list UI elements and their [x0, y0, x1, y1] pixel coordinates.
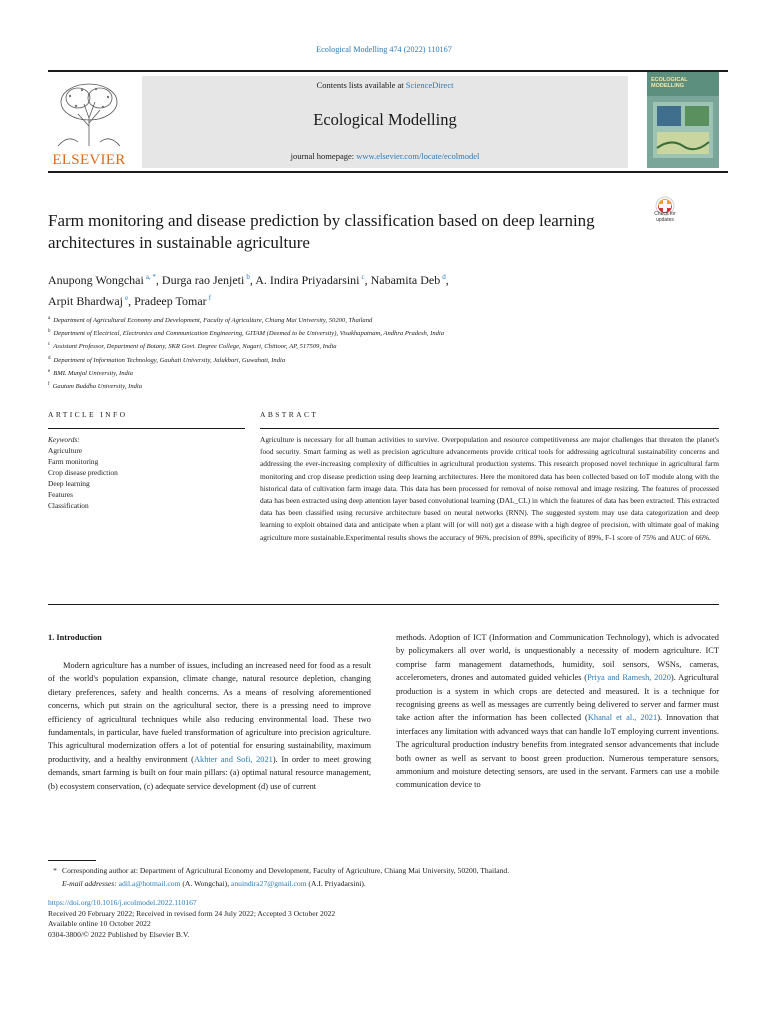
- author-name[interactable]: Anupong Wongchai: [48, 273, 144, 287]
- keywords-block: [48, 434, 248, 511]
- author-separator: ,: [128, 294, 135, 308]
- corresponding-text: Corresponding author at: Department of Agricultural Economy and Development, Faculty of Agriculture, Chiang Mai University, 50200, Thailand.: [62, 866, 510, 875]
- keyword-item: Features: [48, 490, 74, 499]
- abstract-bottom-rule: [48, 604, 719, 605]
- footnote-rule: [48, 860, 96, 861]
- available-online: Available online 10 October 2022: [48, 919, 151, 928]
- journal-masthead: [142, 76, 628, 168]
- author-separator: ,: [155, 273, 162, 287]
- publication-info: [48, 898, 548, 940]
- author-affiliation-marks[interactable]: a, *: [145, 273, 156, 281]
- author-affiliation-marks[interactable]: b: [246, 273, 250, 281]
- body-text: Modern agriculture has a number of issues, including an increased need for food as a result of the world's population expansion, climate change, natural resource depletion, changing dietary preferences, safety and health concerns. As a means of resolving aforementioned concerns, which put strain on the agricultural sector, there is a pressing need to improve efficiency of agricultural techniques while also reducing environmental load. These two fundamentals, in particular, have fueled transformation of agriculture into precision agriculture. This agricultural modernization offers a lot of potential for ensuring sustainability, maximum productivity, and a healthy environment (: [48, 661, 371, 764]
- author-separator: ,: [364, 273, 371, 287]
- body-text: methods. Adoption of ICT (Information and Communication Technology), which is advocated by policymakers all over world, is unquestionably a necessity of modern agriculture. ICT comprise farm management datamethods, humidity, soil sensors, WSNs, cameras, accelerometers, drones and automated guided vehicles (: [396, 633, 719, 683]
- copyright-line: 0304-3800/© 2022 Published by Elsevier B.V.: [48, 929, 190, 939]
- author-separator: ,: [249, 273, 256, 287]
- abstract-rule: [260, 428, 719, 429]
- affiliation-mark: e: [48, 368, 51, 374]
- cover-title: ECOLOGICAL MODELLING: [651, 77, 688, 89]
- citation-link[interactable]: Khanal et al., 2021: [587, 713, 658, 723]
- author-name[interactable]: Durga rao Jenjeti: [161, 273, 245, 287]
- author-list: [48, 268, 688, 310]
- author-name[interactable]: Nabamita Deb: [370, 273, 441, 287]
- contents-prefix: Contents lists available at: [316, 80, 406, 90]
- body-column-left: [48, 659, 371, 793]
- author-name[interactable]: A. Indira Priyadarsini: [255, 273, 360, 287]
- article-info-rule: [48, 428, 245, 429]
- corresponding-line: [48, 864, 728, 877]
- homepage-prefix: journal homepage:: [290, 151, 357, 161]
- affiliation-list: [48, 313, 708, 392]
- sciencedirect-link[interactable]: ScienceDirect: [405, 80, 454, 90]
- citation-link[interactable]: Priya and Ramesh, 2020: [587, 673, 671, 683]
- affiliation-item: [48, 326, 708, 339]
- affiliation-text: Department of Electrical, Electronics and Communication Engineering, GITAM (Deemed to be University), Visakhapatnam, Andhra Pradesh, India: [53, 330, 445, 338]
- author-affiliation-marks[interactable]: c: [361, 273, 365, 281]
- email-label: E-mail addresses:: [62, 879, 117, 888]
- author-affiliation-marks[interactable]: e: [124, 294, 129, 302]
- crossmark-label[interactable]: Check for updates: [654, 211, 676, 223]
- contents-line: [142, 80, 628, 90]
- author-affiliation-marks[interactable]: f: [208, 294, 212, 302]
- header-bottom-rule: [48, 171, 728, 173]
- keyword-list: [48, 445, 248, 511]
- article-info-heading: ARTICLE INFO: [48, 410, 128, 419]
- affiliation-item: [48, 313, 708, 326]
- body-column-right: [396, 631, 719, 792]
- keyword-item: Farm monitoring: [48, 457, 99, 466]
- abstract-heading: ABSTRACT: [260, 410, 319, 419]
- abstract-text: Agriculture is necessary for all human activities to survive. Overpopulation and resource competitiveness are major challenges that threaten the planet's food security. Smart farming as well as precision agriculture advancements provide critical tools for addressing agricultural sustainability concerns and addressing the ever-increasing complexity of difficulties in agricultural production systems. This research proposed novel technique in agricultural farm monitoring and crop disease prediction using deep learning architectures. Here the monitored data has been collected based on IoT module along with the historical data of cultivation farm image data. This data has been processed for removal of noise removal and image resizing. The features of processed data has been extracted using deep attention layer based convolutional learning (DAL_CL) in which the features of data has been extracted. This extracted data has been classified using recursive architecture based on neural networks (RNN). The suggested system may use data categorization and deep learning to exploit obtained data and anticipate when a plant will (or will not) get a disease with a high degree of precision, with ultimate goal of making agriculture more sustainable.Experimental results shows the accuracy of 96%, precision of 89%, specificity of 89%, F-1 score of 75% and AUC of 66%.: [260, 435, 719, 542]
- author-affiliation-marks[interactable]: d: [442, 273, 446, 281]
- journal-cover-thumbnail[interactable]: [647, 72, 719, 168]
- affiliation-mark: f: [48, 381, 50, 387]
- affiliation-text: Department of Information Technology, Gauhati University, Jalukbari, Guwahati, India: [53, 356, 286, 364]
- affiliation-item: [48, 339, 708, 352]
- citation-link[interactable]: Akhter and Sofi, 2021: [193, 754, 273, 764]
- email-link-2[interactable]: anuindira27@gmail.com: [231, 879, 307, 888]
- keywords-label: Keywords:: [48, 435, 80, 444]
- affiliation-item: [48, 353, 708, 366]
- affiliation-item: [48, 366, 708, 379]
- journal-header: [48, 70, 728, 174]
- cover-image: [653, 102, 713, 158]
- elsevier-tree-icon: [48, 78, 130, 148]
- body-text: ). Innovation that interfaces any limitation with advanced ways that can handle IoT employing current inventions. The agricultural production industry benefits from integrated sensor advancements that include both owner as well as servant to boost green production. Numerous temperature sensors, ammonium and moisture detecting sensors, are used in the servant. Farmers can use a mobile communication device to: [396, 713, 719, 790]
- affiliation-mark: a: [48, 316, 51, 321]
- keyword-item: Crop disease prediction: [48, 468, 118, 477]
- corresponding-author-footnote: [48, 864, 728, 890]
- affiliation-mark: b: [48, 329, 51, 335]
- doi-link[interactable]: https://doi.org/10.1016/j.ecolmodel.2022.110167: [48, 898, 197, 907]
- email-line: [48, 877, 728, 890]
- affiliation-text: Department of Agricultural Economy and Development, Faculty of Agriculture, Chiang Mai University, 50200, Thailand: [53, 317, 373, 325]
- affiliation-text: Gautam Buddha University, India: [52, 383, 143, 391]
- email-owner-1: (A. Wongchai),: [180, 879, 231, 888]
- homepage-line: [142, 151, 628, 161]
- affiliation-text: BML Munjal University, India: [53, 369, 133, 377]
- journal-citation[interactable]: Ecological Modelling 474 (2022) 110167: [316, 45, 452, 54]
- author-name[interactable]: Pradeep Tomar: [134, 294, 207, 308]
- affiliation-mark: c: [48, 342, 51, 348]
- affiliation-mark: d: [48, 355, 51, 361]
- body-text: ). In order to meet growing demands, smart farming is built on four main pillars: (a) optimal natural resource management, (b) ecosystem conservation, (c) adequate service development (d) use of current: [48, 754, 372, 791]
- section-heading-introduction: 1. Introduction: [48, 633, 102, 642]
- header-top-rule: [48, 70, 728, 72]
- body-text: ). Agricultural production is a system in which crops are detected and measured. It is a technique for recognising greens as well as messages are currently being delivered to server and farmer must take action after the information has been collected (: [396, 673, 719, 723]
- keyword-item: Deep learning: [48, 479, 90, 488]
- publisher-wordmark: ELSEVIER: [52, 152, 126, 168]
- keyword-item: Classification: [48, 501, 89, 510]
- email-link-1[interactable]: adil.a@hotmail.com: [118, 879, 181, 888]
- journal-title: Ecological Modelling: [313, 110, 457, 129]
- footnote-mark: *: [53, 866, 57, 875]
- author-separator: ,: [445, 273, 449, 287]
- author-name[interactable]: Arpit Bhardwaj: [48, 294, 123, 308]
- elsevier-logo[interactable]: [48, 78, 130, 168]
- affiliation-item: [48, 379, 708, 392]
- article-title: Farm monitoring and disease prediction by classification based on deep learning architectures in sustainable agriculture: [48, 211, 595, 252]
- keyword-item: Agriculture: [48, 446, 83, 455]
- email-owner-2: (A.I. Priyadarsini).: [306, 879, 366, 888]
- received-dates: Received 20 February 2022; Received in revised form 24 July 2022; Accepted 3 October 2022: [48, 908, 336, 918]
- affiliation-text: Assistant Professor, Department of Botany, SKR Govt. Degree College, Nagari, Chittoor, AP, 517509, India: [53, 343, 337, 351]
- homepage-link[interactable]: www.elsevier.com/locate/ecolmodel: [356, 151, 480, 161]
